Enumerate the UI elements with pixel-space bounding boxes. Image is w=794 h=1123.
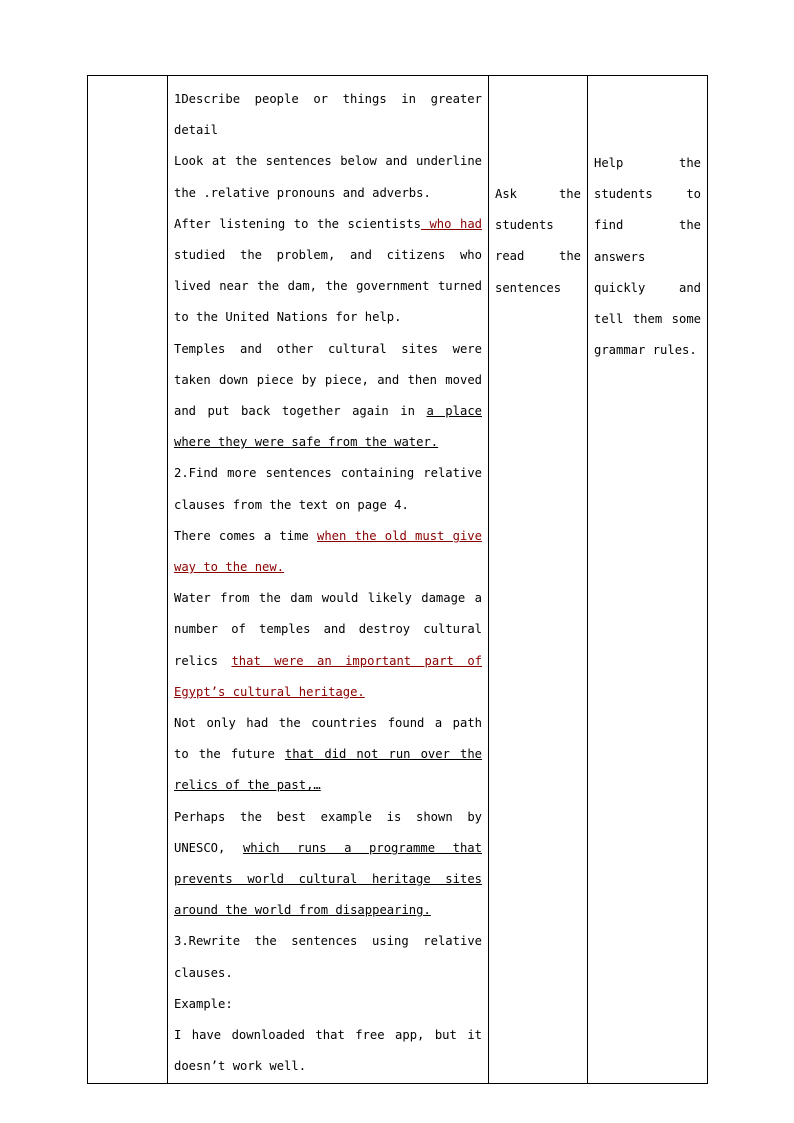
design-purpose-text: Help the students to find the answers quickly and tell them some grammar rules. <box>594 156 701 358</box>
relative-clause-highlight: which runs a programme that prevents world cultural heritage sites around the world from disappearing. <box>174 840 482 918</box>
step-2-heading: 2.Find more sentences containing relative clauses from the text on page 4. <box>174 466 482 512</box>
relative-clause-highlight: that did not run over the relics of the past,… <box>174 747 483 793</box>
step-3-heading: 3.Rewrite the sentences using relative clauses. <box>174 934 482 980</box>
teacher-activity-text: Ask the students read the sentences <box>495 187 581 295</box>
example-label: Example: <box>174 996 233 1011</box>
relative-clause-highlight: a place where they were safe from the water. <box>174 404 482 450</box>
relative-clause-highlight: when the old must give way to the new. <box>174 528 482 575</box>
table-row <box>88 76 708 1084</box>
cell-teacher-activity <box>489 76 588 1084</box>
example-sentence-3: There comes a time when the old must give way to the new. <box>174 528 482 575</box>
lesson-table <box>87 75 708 1084</box>
example-sentence-7: I have downloaded that free app, but it doesn’t work well. <box>174 1028 482 1074</box>
example-sentence-6: Perhaps the best example is shown by UNESCO, which runs a programme that prevents world cultural heritage sites around the world from disappearing. <box>174 809 482 918</box>
example-sentence-4: Water from the dam would likely damage a number of temples and destroy cultural relics that were an important part of Egypt’s cultural heritage. <box>174 591 482 699</box>
example-sentence-2: Temples and other cultural sites were taken down piece by piece, and then moved and put back together again in a place where they were safe from the water. <box>174 341 482 450</box>
instruction-text: Look at the sentences below and underline the .relative pronouns and adverbs. <box>174 154 482 200</box>
cell-design-purpose <box>588 76 708 1084</box>
relative-clause-highlight: that were an important part of Egypt’s cultural heritage. <box>174 653 482 699</box>
example-sentence-1: After listening to the scientists who had studied the problem, and citizens who lived near the dam, the government turned to the United Nations for help. <box>174 216 483 325</box>
step-1-heading: 1Describe people or things in greater detail <box>174 92 482 138</box>
relative-clause-highlight: who had <box>420 216 483 231</box>
example-sentence-5: Not only had the countries found a path to the future that did not run over the relics of the past,… <box>174 716 483 793</box>
cell-stage <box>88 76 168 1084</box>
cell-content <box>168 76 489 1084</box>
